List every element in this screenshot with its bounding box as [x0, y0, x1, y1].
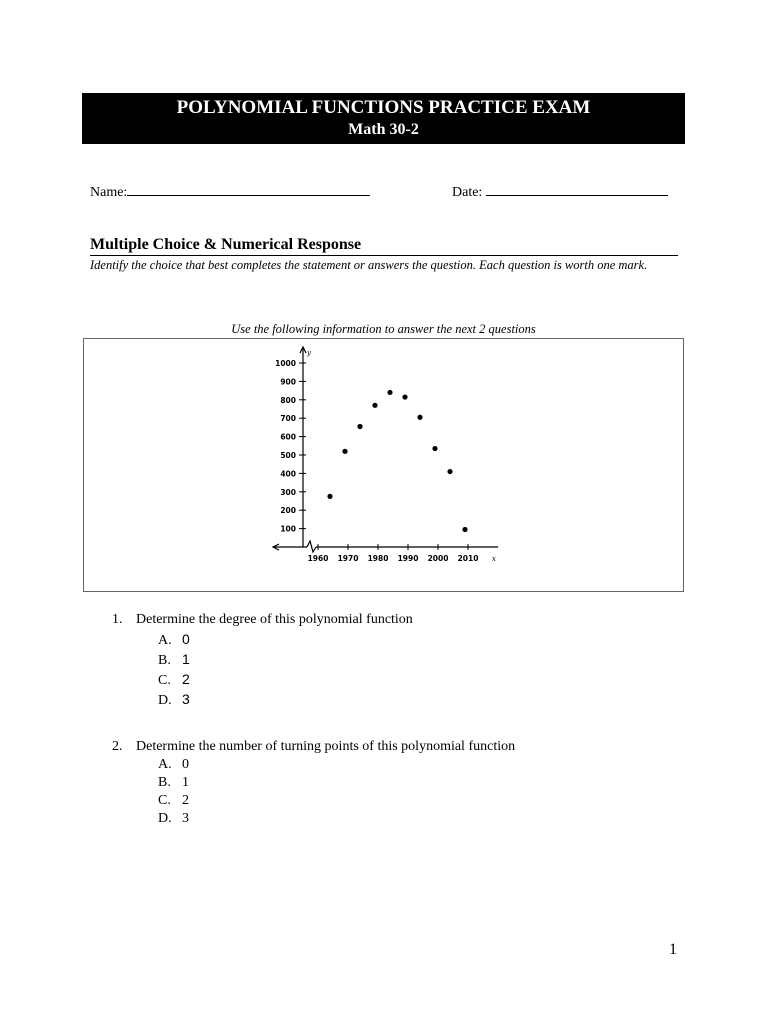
x-axis-break: [307, 541, 316, 552]
x-tick-label: 1970: [337, 554, 359, 563]
data-point: [462, 527, 467, 532]
option-value: 1: [182, 775, 189, 790]
section-instructions: Identify the choice that best completes the statement or answers the question. Each question is worth one mark.: [90, 258, 648, 272]
question-2-options: [158, 756, 189, 828]
option-value: 3: [182, 691, 190, 707]
question-1-options: [158, 630, 190, 710]
x-tick-label: 1990: [397, 554, 419, 563]
option-d[interactable]: [158, 810, 189, 828]
page-number: 1: [669, 941, 677, 958]
date-blank-line[interactable]: [486, 181, 668, 196]
data-point: [387, 390, 392, 395]
y-tick-label: 200: [280, 506, 296, 516]
y-tick-label: 600: [280, 432, 296, 442]
data-point: [327, 494, 332, 499]
data-point: [342, 449, 347, 454]
y-tick-label: 700: [280, 414, 296, 424]
data-point: [417, 415, 422, 420]
y-tick-label: 900: [280, 377, 296, 387]
option-c[interactable]: [158, 670, 190, 690]
name-field: [90, 181, 370, 201]
data-point: [432, 446, 437, 451]
chart-box: [83, 338, 684, 592]
data-point: [372, 403, 377, 408]
y-tick-label: 100: [280, 524, 296, 534]
x-tick-label: 2010: [457, 554, 479, 563]
option-value: 3: [182, 811, 189, 826]
y-axis-label: y: [307, 349, 311, 357]
option-d[interactable]: [158, 690, 190, 710]
y-tick-label: 1000: [275, 359, 296, 368]
exam-title: POLYNOMIAL FUNCTIONS PRACTICE EXAM: [176, 97, 591, 118]
question-text: Determine the degree of this polynomial function: [136, 612, 413, 627]
option-value: 2: [182, 671, 190, 687]
question-2: [112, 739, 515, 755]
name-blank-line[interactable]: [127, 181, 370, 196]
question-text: Determine the number of turning points of this polynomial function: [136, 739, 516, 754]
info-caption: Use the following information to answer the next 2 questions: [231, 322, 536, 336]
option-value: 2: [182, 793, 189, 808]
question-number: 2.: [112, 739, 123, 754]
section-heading: Multiple Choice & Numerical Response: [90, 236, 678, 256]
x-tick-label: 1960: [307, 554, 329, 563]
question-number: 1.: [112, 612, 123, 627]
course-subtitle: Math 30-2: [348, 121, 419, 138]
option-b[interactable]: [158, 774, 189, 792]
y-tick-label: 400: [280, 469, 296, 479]
data-point: [402, 394, 407, 399]
option-a[interactable]: [158, 756, 189, 774]
option-b[interactable]: [158, 650, 190, 670]
option-value: 1: [182, 651, 190, 667]
name-label: Name:: [90, 185, 128, 200]
option-letter: A.: [158, 633, 172, 648]
option-letter: C.: [158, 673, 171, 688]
exam-title-banner: [82, 93, 685, 144]
x-axis-label: x: [492, 555, 496, 563]
option-value: 0: [182, 757, 189, 772]
y-tick-label: 800: [280, 395, 296, 405]
data-point: [447, 469, 452, 474]
y-tick-label: 500: [280, 451, 296, 460]
x-tick-label: 2000: [427, 554, 449, 563]
option-letter: C.: [158, 793, 171, 808]
option-letter: B.: [158, 653, 171, 668]
option-letter: D.: [158, 693, 172, 708]
question-1: [112, 612, 413, 628]
option-a[interactable]: [158, 630, 190, 650]
date-field: [452, 181, 668, 201]
x-tick-label: 1980: [367, 554, 389, 563]
scatter-chart: [84, 339, 685, 593]
option-letter: D.: [158, 811, 172, 826]
y-tick-label: 300: [280, 487, 296, 497]
option-letter: A.: [158, 757, 172, 772]
option-c[interactable]: [158, 792, 189, 810]
data-point: [357, 424, 362, 429]
option-value: 0: [182, 631, 190, 647]
date-label: Date:: [452, 185, 483, 200]
option-letter: B.: [158, 775, 171, 790]
